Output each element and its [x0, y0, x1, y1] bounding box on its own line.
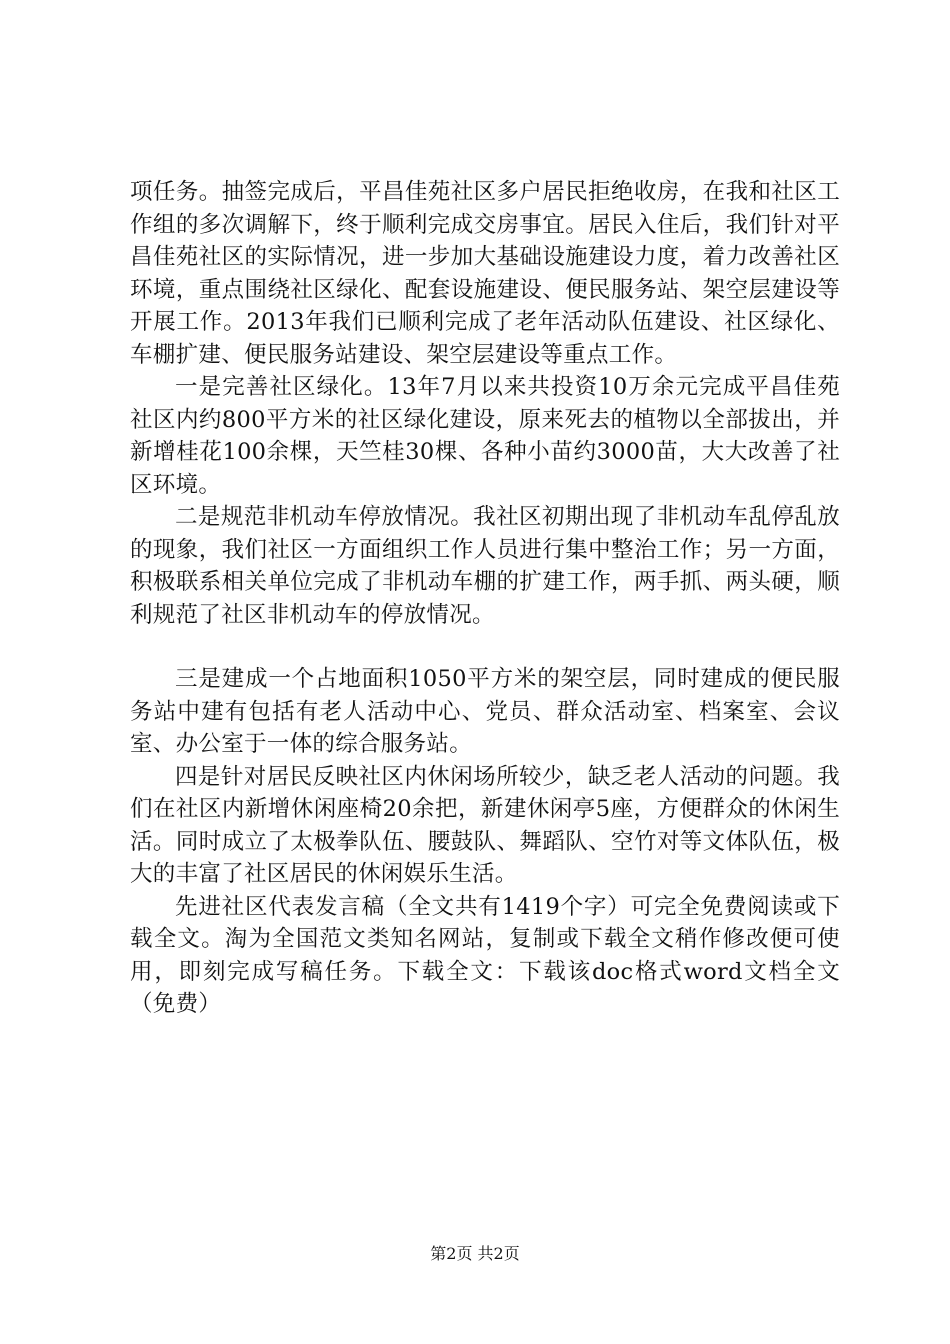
page-number-footer: 第2页 共2页 — [430, 1244, 520, 1263]
paragraph-spacer — [130, 631, 840, 663]
paragraph-bike-parking: 二是规范非机动车停放情况。我社区初期出现了非机动车乱停乱放的现象，我们社区一方面组织工作人员进行集中整治工作；另一方面，积极联系相关单位完成了非机动车棚的扩建工作，两手抓、两头硬，顺利规范了社区非机动车的停放情况。 — [130, 504, 840, 628]
document-body — [130, 176, 840, 1021]
paragraph-leisure: 四是针对居民反映社区内休闲场所较少，缺乏老人活动的问题。我们在社区内新增休闲座椅20余把，新建休闲亭5座，方便群众的休闲生活。同时成立了太极拳队伍、腰鼓队、舞蹈队、空竹对等文体队伍，极大的丰富了社区居民的休闲娱乐生活。 — [130, 763, 840, 887]
paragraph-intro: 项任务。抽签完成后，平昌佳苑社区多户居民拒绝收房，在我和社区工作组的多次调解下，终于顺利完成交房事宜。居民入住后，我们针对平昌佳苑社区的实际情况，进一步加大基础设施建设力度，着力改善社区环境，重点围绕社区绿化、配套设施建设、便民服务站、架空层建设等开展工作。2013年我们已顺利完成了老年活动队伍建设、社区绿化、车棚扩建、便民服务站建设、架空层建设等重点工作。 — [130, 179, 840, 368]
paragraph-greening: 一是完善社区绿化。13年7月以来共投资10万余元完成平昌佳苑社区内约800平方米的社区绿化建设，原来死去的植物以全部拔出，并新增桂花100余棵，天竺桂30棵、各种小苗约3000苗，大大改善了社区环境。 — [130, 374, 840, 498]
paragraph-download-note: 先进社区代表发言稿（全文共有1419个字）可完全免费阅读或下载全文。淘为全国范文类知名网站，复制或下载全文稍作修改便可使用，即刻完成写稿任务。下载全文：下载该doc格式word文档全文（免费） — [130, 893, 840, 1017]
paragraph-stilt-floor: 三是建成一个占地面积1050平方米的架空层，同时建成的便民服务站中建有包括有老人活动中心、党员、群众活动室、档案室、会议室、办公室于一体的综合服务站。 — [130, 666, 840, 757]
